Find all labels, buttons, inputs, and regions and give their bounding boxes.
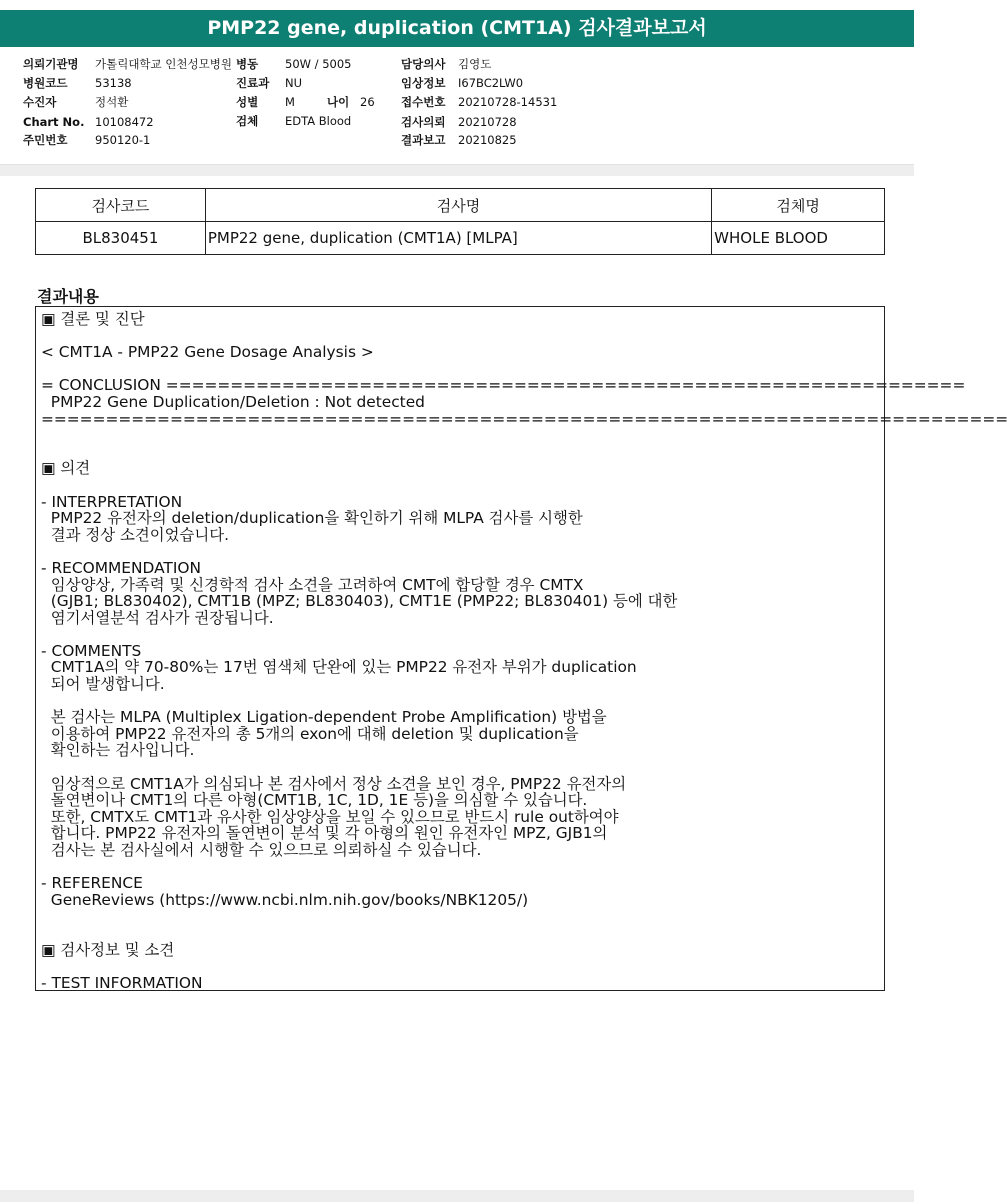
info-value: I67BC2LW0 (458, 76, 524, 90)
result-line: 이용하여 PMP22 유전자의 총 5개의 exon에 대해 deletion 및 duplication을 (41, 724, 579, 743)
info-label: 담당의사 (401, 57, 446, 71)
info-row (236, 95, 375, 109)
info-label: 결과보고 (401, 133, 446, 147)
test-table (35, 188, 885, 255)
info-value: 950120-1 (95, 133, 151, 147)
result-line: 염기서열분석 검사가 권장됩니다. (41, 608, 274, 627)
report-title: PMP22 gene, duplication (CMT1A) 검사결과보고서 (0, 10, 914, 47)
info-label: Chart No. (23, 115, 85, 129)
info-row (236, 76, 302, 90)
result-line: 임상양상, 가족력 및 신경학적 검사 소견을 고려하여 CMT에 합당할 경우 CMTX (41, 575, 584, 594)
result-content-box (35, 306, 1008, 992)
info-row (23, 95, 128, 109)
result-line (41, 759, 881, 776)
result-line: = CONCLUSION ============================================================== (41, 376, 966, 395)
info-label: 검체 (236, 114, 259, 128)
test-code-cell: BL830451 (36, 222, 206, 255)
info-value: 김영도 (458, 57, 492, 71)
column-header-test-name: 검사명 (205, 189, 711, 222)
result-line: ▣ 의견 (41, 459, 91, 478)
result-line: 되어 발생합니다. (41, 675, 165, 694)
result-line: PMP22 유전자의 deletion/duplication을 확인하기 위해 MLPA 검사를 시행한 (41, 509, 583, 528)
result-line: ▣ 검사정보 및 소견 (41, 940, 175, 959)
patient-info (0, 53, 914, 163)
result-line: ▣ 결론 및 진단 (41, 310, 145, 328)
info-label: 병원코드 (23, 76, 68, 90)
result-line: =========================================================================== (41, 409, 1008, 428)
result-line: 돌연변이나 CMT1의 다른 아형(CMT1B, 1C, 1D, 1E 등)을 의심할 수 있습니다. (41, 791, 588, 810)
result-line: 또한, CMTX도 CMT1과 유사한 임상양상을 보일 수 있으므로 반드시 rule out하여야 (41, 807, 619, 826)
result-heading: 결과내용 (37, 287, 99, 306)
info-label: 수진자 (23, 95, 57, 109)
column-header-test-code: 검사코드 (36, 189, 206, 222)
age-value: 26 (360, 95, 375, 109)
result-line: 합니다. PMP22 유전자의 돌연변이 분석 및 각 아형의 원인 유전자인 MPZ, GJB1의 (41, 824, 608, 843)
result-line (41, 477, 881, 494)
info-label: 진료과 (236, 76, 270, 90)
info-label: 주민번호 (23, 133, 68, 147)
result-line (41, 626, 881, 643)
info-label: 검사의뢰 (401, 115, 446, 129)
info-value: M (285, 95, 295, 109)
info-row (23, 57, 232, 71)
info-row (236, 114, 351, 128)
result-line: - COMMENTS (41, 641, 142, 660)
page-footer-band (0, 1190, 914, 1202)
table-header-row (36, 189, 885, 222)
info-row (401, 133, 517, 147)
info-value: 53138 (95, 76, 132, 90)
info-row (23, 76, 132, 90)
info-label: 의뢰기관명 (23, 57, 79, 71)
info-value: 가톨릭대학교 인천성모병원 (95, 57, 232, 71)
info-value: 10108472 (95, 115, 154, 129)
result-line: 확인하는 검사입니다. (41, 741, 195, 760)
test-name-cell: PMP22 gene, duplication (CMT1A) [MLPA] (205, 222, 711, 255)
age-label: 나이 (327, 95, 350, 109)
result-line (41, 328, 881, 345)
result-line: CMT1A의 약 70-80%는 17번 염색체 단완에 있는 PMP22 유전자 부위가 duplication (41, 658, 637, 677)
result-line (41, 925, 881, 942)
result-line: PMP22 Gene Duplication/Deletion : Not detected (41, 392, 425, 411)
table-row (36, 222, 885, 255)
result-line (41, 444, 881, 461)
result-line (41, 427, 881, 444)
info-row (401, 115, 517, 129)
info-row (236, 57, 351, 71)
info-label: 임상정보 (401, 76, 446, 90)
result-line (41, 908, 881, 925)
info-row (401, 57, 491, 71)
result-line: 검사는 본 검사실에서 시행할 수 있으므로 의뢰하실 수 있습니다. (41, 841, 482, 859)
info-label: 접수번호 (401, 95, 446, 109)
result-line (41, 958, 881, 975)
info-value: NU (285, 76, 303, 90)
result-line (41, 361, 881, 378)
result-line: - REFERENCE (41, 874, 143, 893)
info-row (401, 95, 557, 109)
result-line (41, 693, 881, 710)
info-row (401, 76, 523, 90)
info-value: 20210825 (458, 133, 517, 147)
column-header-specimen: 검체명 (712, 189, 885, 222)
section-divider (0, 164, 914, 176)
info-row (23, 133, 150, 147)
result-line: 본 검사는 MLPA (Multiplex Ligation-dependent Probe Amplification) 방법을 (41, 708, 607, 727)
info-label: 병동 (236, 57, 259, 71)
result-line: - RECOMMENDATION (41, 558, 202, 577)
result-line: (GJB1; BL830402), CMT1B (MPZ; BL830403), CMT1E (PMP22; BL830401) 등에 대한 (41, 592, 678, 611)
result-line: - TEST INFORMATION (41, 973, 203, 992)
result-line: < CMT1A - PMP22 Gene Dosage Analysis > (41, 343, 374, 362)
info-value: 50W / 5005 (285, 57, 352, 71)
info-row (23, 115, 154, 129)
result-line: 임상적으로 CMT1A가 의심되나 본 검사에서 정상 소견을 보인 경우, PMP22 유전자의 (41, 774, 627, 793)
info-value: 20210728-14531 (458, 95, 558, 109)
info-value: 20210728 (458, 115, 517, 129)
result-line: GeneReviews (https://www.ncbi.nlm.nih.gov/books/NBK1205/) (41, 890, 529, 909)
info-value: EDTA Blood (285, 114, 352, 128)
result-line: 결과 정상 소견이었습니다. (41, 525, 230, 544)
specimen-cell: WHOLE BLOOD (712, 222, 885, 255)
result-line: - INTERPRETATION (41, 492, 183, 511)
result-line (41, 543, 881, 560)
info-value: 정석환 (95, 95, 129, 109)
result-text (41, 310, 1008, 992)
info-label: 성별 (236, 95, 259, 109)
result-line (41, 859, 881, 876)
